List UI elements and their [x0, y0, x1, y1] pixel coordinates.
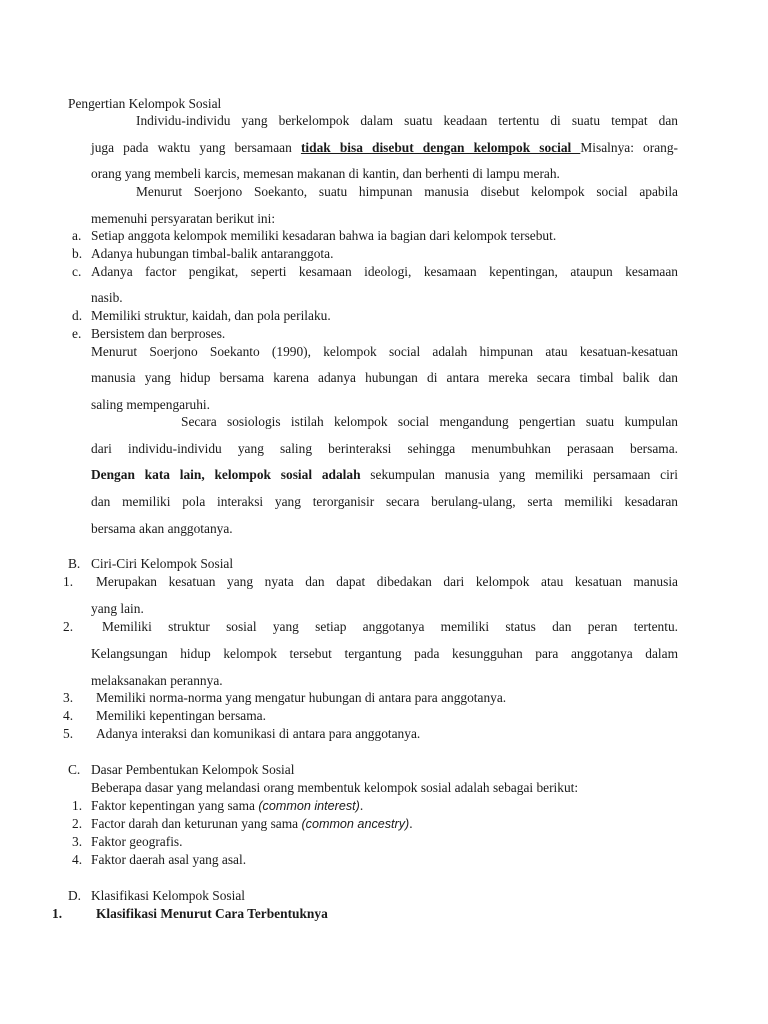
list-marker: 2.	[72, 816, 83, 831]
list-marker: 3.	[72, 834, 83, 849]
paragraph-line: orang yang membeli karcis, memesan makanan di kantin, dan berhenti di lampu merah.	[91, 166, 560, 181]
list-item: Setiap anggota kelompok memiliki kesadaran bahwa ia bagian dari kelompok tersebut.	[91, 228, 557, 243]
paragraph-line: Menurut Soerjono Soekanto (1990), kelompok social adalah himpunan atau kesatuan-kesatuan	[91, 344, 678, 359]
paragraph-line: Secara sosiologis istilah kelompok social mengandung pengertian suatu kumpulan	[181, 414, 678, 429]
list-marker: 1.	[63, 574, 74, 589]
subsection-title: Klasifikasi Menurut Cara Terbentuknya	[96, 906, 328, 921]
paragraph-line: Menurut Soerjono Soekanto, suatu himpunan manusia disebut kelompok social apabila	[136, 184, 678, 199]
section-marker: B.	[68, 556, 81, 571]
list-item: Adanya interaksi dan komunikasi di antara para anggotanya.	[96, 726, 421, 741]
paragraph-line: Individu-individu yang berkelompok dalam suatu keadaan tertentu di suatu tempat dan	[136, 113, 678, 128]
list-item: Memiliki kepentingan bersama.	[96, 708, 266, 723]
paragraph-line: manusia yang hidup bersama karena adanya hubungan di antara mereka secara timbal balik dan	[91, 370, 678, 385]
list-marker: d.	[72, 308, 83, 323]
list-marker: 3.	[63, 690, 74, 705]
paragraph-line: Dengan kata lain, kelompok sosial adalah sekumpulan manusia yang memiliki persamaan ciri	[91, 467, 678, 482]
paragraph-line: saling mempengaruhi.	[91, 397, 210, 412]
paragraph-line: dan memiliki pola interaksi yang terorganisir secara berulang-ulang, serta memiliki kesadaran	[91, 494, 678, 509]
list-item-continuation: yang lain.	[91, 601, 144, 616]
paragraph-line: Beberapa dasar yang melandasi orang membentuk kelompok sosial adalah sebagai berikut:	[91, 780, 579, 795]
list-item: Memiliki norma-norma yang mengatur hubungan di antara para anggotanya.	[96, 690, 507, 705]
list-item: Adanya hubungan timbal-balik antaranggota.	[91, 246, 334, 261]
list-item: Faktor kepentingan yang sama (common interest).	[91, 798, 364, 813]
list-item-continuation: melaksanakan perannya.	[91, 673, 223, 688]
paragraph-line: bersama akan anggotanya.	[91, 521, 233, 536]
list-item: Bersistem dan berproses.	[91, 326, 226, 341]
list-item-continuation: nasib.	[91, 290, 123, 305]
list-item: Memiliki struktur sosial yang setiap anggotanya memiliki status dan peran tertentu.	[102, 619, 678, 634]
section-title-klasifikasi: Klasifikasi Kelompok Sosial	[91, 888, 245, 903]
list-marker: a.	[72, 228, 82, 243]
paragraph-line: dari individu-individu yang saling berinteraksi sehingga menumbuhkan perasaan bersama.	[91, 441, 678, 456]
emphasis-text: tidak bisa disebut dengan kelompok social	[300, 140, 581, 155]
list-item-continuation: Kelangsungan hidup kelompok tersebut tergantung pada kesungguhan para anggotanya dalam	[91, 646, 678, 661]
list-item: Factor darah dan keturunan yang sama (common ancestry).	[91, 816, 413, 831]
list-marker: 1.	[72, 798, 83, 813]
section-title-pengertian: Pengertian Kelompok Sosial	[68, 96, 222, 111]
paragraph-line: juga pada waktu yang bersamaan tidak bisa disebut dengan kelompok social Misalnya: orang-	[91, 140, 678, 155]
list-marker: b.	[72, 246, 83, 261]
list-item: Adanya factor pengikat, seperti kesamaan ideologi, kesamaan kepentingan, ataupun kesamaan	[91, 264, 678, 279]
list-item: Merupakan kesatuan yang nyata dan dapat dibedakan dari kelompok atau kesatuan manusia	[96, 574, 678, 589]
subsection-marker: 1.	[52, 906, 63, 921]
list-item: Memiliki struktur, kaidah, dan pola perilaku.	[91, 308, 331, 323]
list-item: Faktor daerah asal yang asal.	[91, 852, 247, 867]
section-title-ciri: Ciri-Ciri Kelompok Sosial	[91, 556, 234, 571]
list-marker: 4.	[72, 852, 83, 867]
list-marker: 4.	[63, 708, 74, 723]
section-title-dasar: Dasar Pembentukan Kelompok Sosial	[91, 762, 295, 777]
list-marker: e.	[72, 326, 82, 341]
list-marker: 5.	[63, 726, 74, 741]
section-marker: D.	[68, 888, 82, 903]
paragraph-line: memenuhi persyaratan berikut ini:	[91, 211, 276, 226]
list-marker: c.	[72, 264, 82, 279]
list-item: Faktor geografis.	[91, 834, 183, 849]
section-marker: C.	[68, 762, 81, 777]
emphasis-text: Dengan kata lain, kelompok sosial adalah	[91, 467, 361, 482]
list-marker: 2.	[63, 619, 74, 634]
